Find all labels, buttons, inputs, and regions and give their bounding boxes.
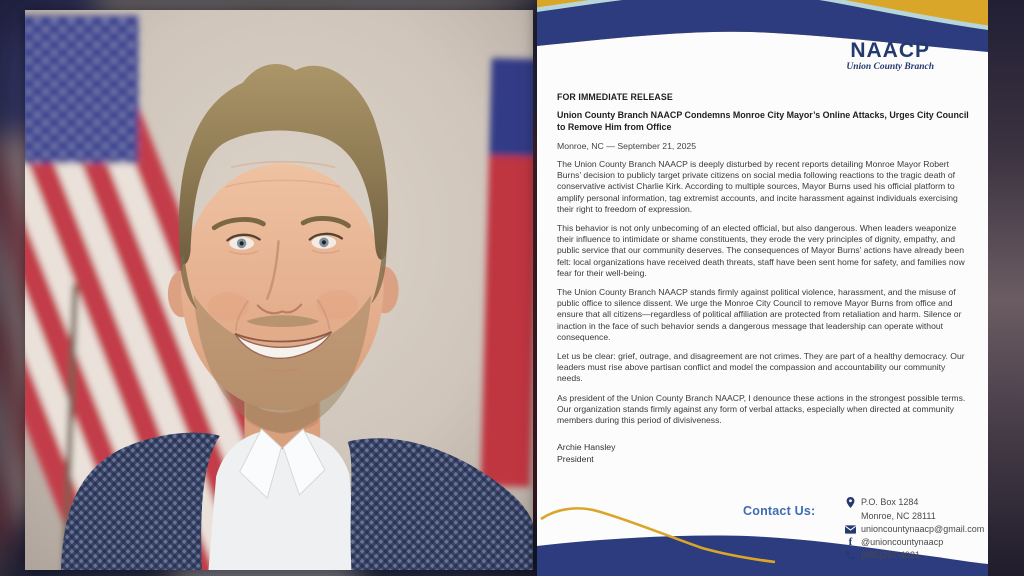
paragraph-1: The Union County Branch NAACP is deeply disturbed by recent reports detailing Monroe Mayor Robert Burns’ decision to publicly target private citizens on social media following reactions to the tragic death of conservative activist Charlie Kirk. According to multiple sources, Mayor Burns used his official platform to amplify personal information, tag extremist accounts, and incite harassment against individuals exercising their right to freedom of expression.: [557, 159, 958, 214]
paragraph-5: As president of the Union County Branch NAACP, I denounce these actions in the strongest possible terms. Our organization stands firmly against any form of verbal attacks, especially when directed at community members during this period of divisiveness.: [557, 392, 966, 426]
signature-name: Archie Hansley: [557, 442, 616, 453]
contact-email-row: [845, 524, 984, 535]
contact-label: Contact Us:: [743, 504, 816, 518]
envelope-icon: [845, 524, 856, 535]
contact-address-line2: Monroe, NC 28111: [861, 510, 936, 521]
facebook-icon: f: [848, 536, 853, 548]
dateline: Monroe, NC — September 21, 2025: [557, 141, 697, 151]
press-release-document: [537, 0, 988, 576]
naacp-logo-org: NAACP: [850, 39, 930, 62]
press-release-body: [557, 92, 972, 465]
contact-phone-row: [845, 550, 984, 561]
phone-icon: [845, 550, 856, 561]
location-pin-icon: [845, 497, 856, 508]
naacp-logo: [846, 40, 934, 73]
contact-email: unioncountynaacp@gmail.com: [861, 523, 985, 534]
paragraph-3: The Union County Branch NAACP stands firmly against political violence, harassment, and the misuse of public office to silence dissent. We urge the Monroe City Council to remove Mayor Burns from office and ensure that all citizens—regardless of political affiliation are protected from retaliation and harm. Silence or inaction in the face of such behavior sends a dangerous message that leadership can operate without consequence.: [557, 287, 962, 342]
naacp-logo-branch: Union County Branch: [846, 62, 934, 72]
signature-title: President: [557, 454, 594, 465]
paragraph-4: Let us be clear: grief, outrage, and disagreement are not crimes. They are part of a healthy democracy. Our leaders must rise above partisan conflict and model the compassion and accountability our community needs.: [557, 351, 965, 384]
contact-facebook-handle: @unioncountynaacp: [861, 537, 944, 547]
contact-facebook-row: [845, 537, 984, 548]
background-right-strip: [988, 0, 1024, 576]
contact-section: [743, 497, 984, 564]
contact-phone: (980)297-4031: [861, 550, 921, 560]
release-label: FOR IMMEDIATE RELEASE: [557, 92, 673, 102]
portrait-photo: [25, 10, 533, 570]
press-release-headline: Union County Branch NAACP Condemns Monroe City Mayor’s Online Attacks, Urges City Council to Remove Him from Office: [557, 110, 969, 132]
signature-block: [557, 441, 972, 465]
contact-list: [845, 497, 984, 564]
contact-address-line1: P.O. Box 1284: [861, 497, 919, 507]
contact-address-row: [845, 497, 984, 508]
paragraph-2: This behavior is not only unbecoming of an elected official, but also dangerous. When leaders weaponize their influence to intimidate or shame constituents, they erode the very principles of dignity, empathy, and public service that our community deserves. The consequences of Mayor Burns’ actions have already been felt: local organizations have received death threats, staff have been sent home for safety, and families now fear for their well-being.: [557, 223, 965, 278]
